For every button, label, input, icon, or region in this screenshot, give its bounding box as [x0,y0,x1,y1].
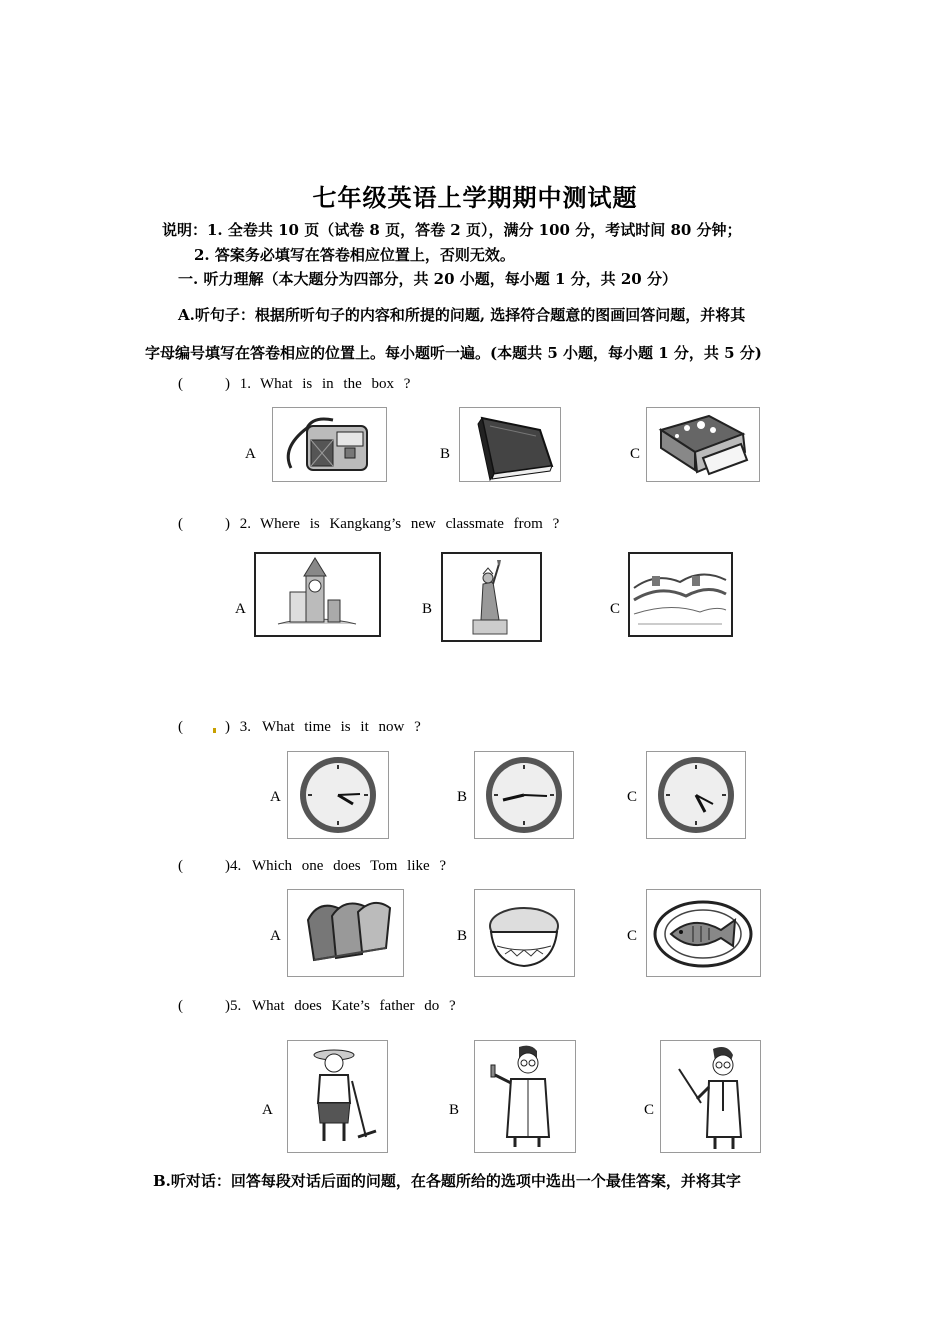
speck [213,728,216,733]
option-c-image[interactable] [646,889,761,977]
pencil-box-icon [647,408,759,481]
clock-icon [475,752,573,838]
partB-instruction-1: B.听对话：回答每段对话后面的问题，在各题所给的选项中选出一个最佳答案，并将其字 [153,1172,741,1190]
big-ben-icon [256,554,379,635]
clock-icon [647,752,745,838]
section1-heading: 一. 听力理解（本大题分为四部分，共 20 小题，每小题 1 分，共 20 分） [178,270,677,288]
question-number: ) 3. [225,719,251,735]
option-label-b: B [449,1102,460,1118]
option-a-image[interactable] [272,407,387,482]
question-text: Where is Kangkang’s new classmate from ? [260,516,560,532]
question-text: What is in the box ? [260,376,411,392]
great-wall-icon [630,554,731,635]
option-c-image[interactable] [646,407,760,482]
option-a-image[interactable] [287,751,389,839]
option-label-b: B [457,928,468,944]
school-bag-icon [273,408,386,481]
question-text: Which one does Tom like ? [252,858,447,874]
teacher-icon [661,1041,760,1152]
option-label-c: C [644,1102,655,1118]
option-label-c: C [610,601,621,617]
answer-blank-open[interactable]: ( [178,858,183,874]
question-text: What does Kate’s father do ? [252,998,456,1014]
option-label-b: B [457,789,468,805]
question-number: )5. [225,998,242,1014]
option-label-c: C [630,446,641,462]
option-label-c: C [627,789,638,805]
option-label-b: B [422,601,433,617]
option-b-image[interactable] [459,407,561,482]
statue-of-liberty-icon [443,554,540,640]
option-c-image[interactable] [628,552,733,637]
option-a-image[interactable] [287,889,404,977]
option-label-a: A [270,789,281,805]
partA-instruction-2: 字母编号填写在答卷相应的位置上。每小题听一遍。(本题共 5 小题，每小题 1 分，共 5 分) [145,344,762,362]
option-label-a: A [245,446,256,462]
partA-instruction-1: A.听句子：根据所听句子的内容和所提的问题, 选择符合题意的图画回答问题，并将其 [178,306,746,324]
page-title: 七年级英语上学期期中测试题 [312,183,638,212]
notes-line-2: 2. 答案务必填写在答卷相应位置上，否则无效。 [194,246,515,264]
option-label-b: B [440,446,451,462]
option-label-a: A [262,1102,273,1118]
question-number: ) 2. [225,516,251,532]
book-icon [460,408,560,481]
option-c-image[interactable] [660,1040,761,1153]
bread-icon [288,890,403,976]
question-number: )4. [225,858,242,874]
option-c-image[interactable] [646,751,746,839]
farmer-icon [288,1041,387,1152]
answer-blank-open[interactable]: ( [178,516,183,532]
doctor-icon [475,1041,575,1152]
answer-blank-open[interactable]: ( [178,376,183,392]
answer-blank-open[interactable]: ( [178,998,183,1014]
answer-blank-open[interactable]: ( [178,719,183,735]
question-number: ) 1. [225,376,251,392]
rice-bowl-icon [475,890,574,976]
notes-line-1: 说明：1. 全卷共 10 页（试卷 8 页，答卷 2 页），满分 100 分，考试时间 80 分钟； [162,221,742,239]
option-b-image[interactable] [474,751,574,839]
option-b-image[interactable] [474,1040,576,1153]
option-b-image[interactable] [474,889,575,977]
clock-icon [288,752,388,838]
option-b-image[interactable] [441,552,542,642]
question-text: What time is it now ? [262,719,421,735]
option-label-a: A [235,601,246,617]
fish-plate-icon [647,890,760,976]
option-label-c: C [627,928,638,944]
option-a-image[interactable] [287,1040,388,1153]
option-a-image[interactable] [254,552,381,637]
option-label-a: A [270,928,281,944]
